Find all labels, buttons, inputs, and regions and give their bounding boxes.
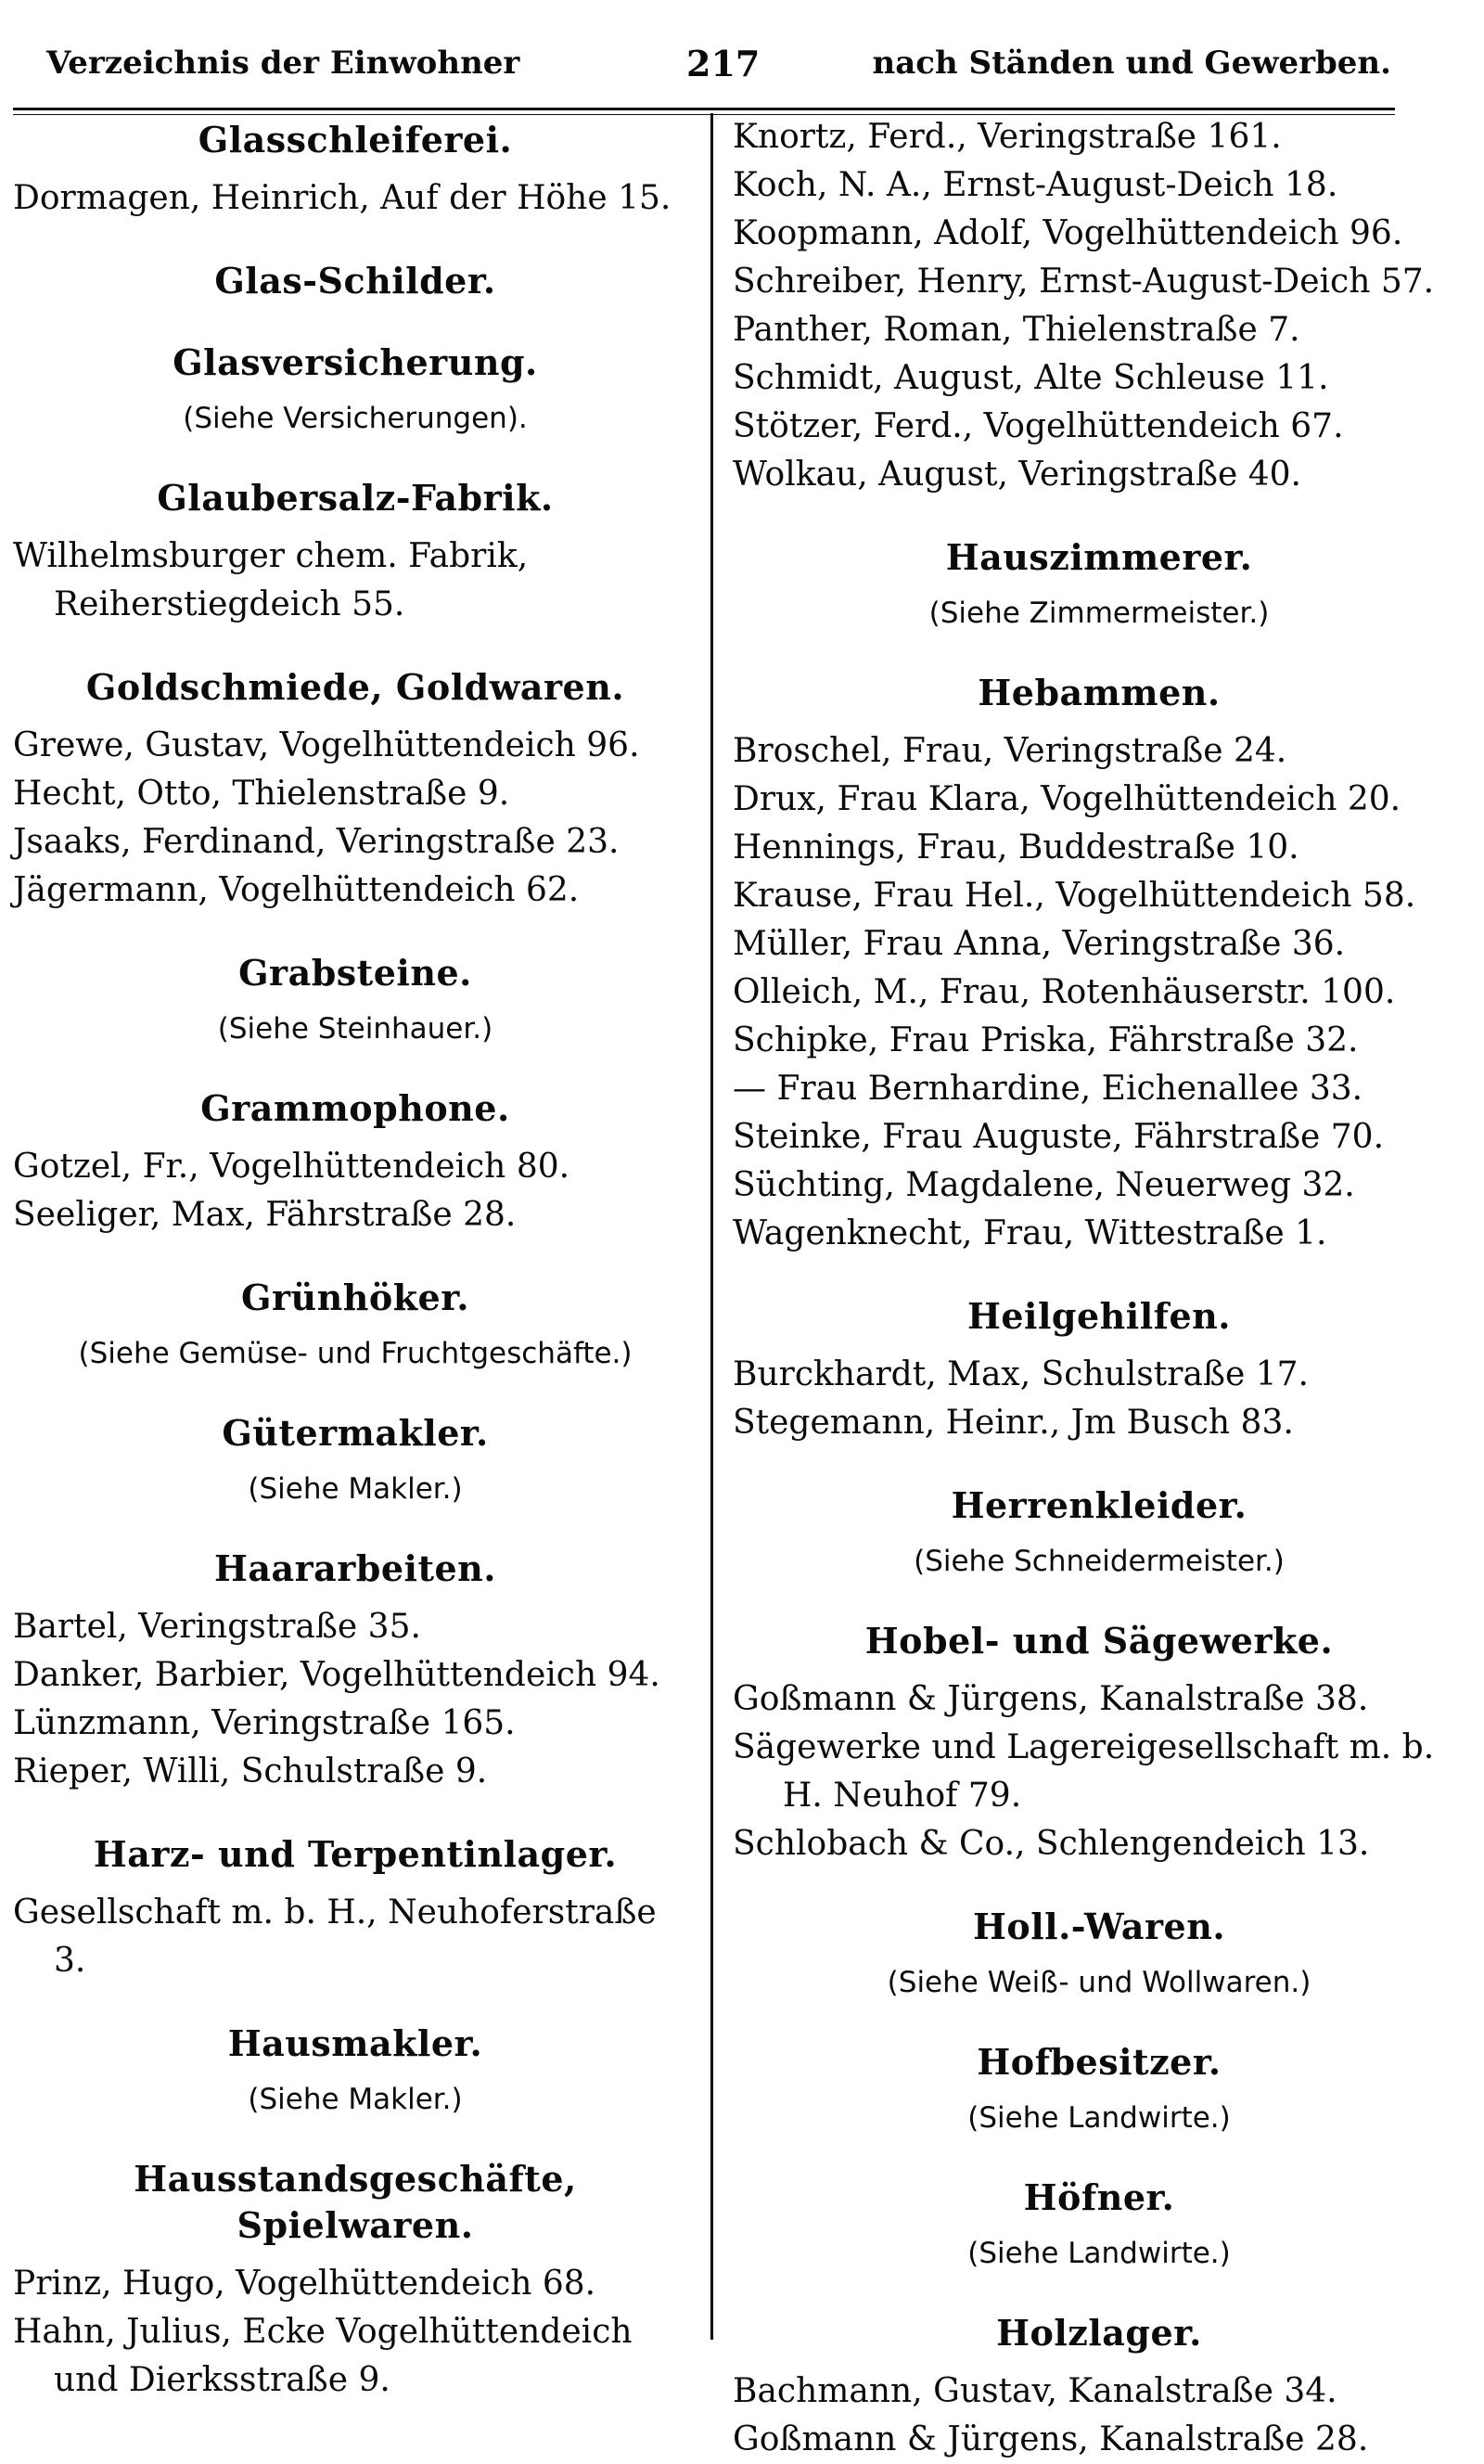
section-heading: Holl.-Waren. [972, 1906, 1226, 1947]
directory-entry: Koopmann, Adolf, Vogelhüttendeich 96. [733, 214, 1403, 252]
section-heading: Goldschmiede, Goldwaren. [85, 666, 625, 708]
section-heading: Hofbesitzer. [977, 2041, 1222, 2083]
page-number: 217 [686, 43, 761, 84]
directory-entry: Bartel, Veringstraße 35. [13, 1608, 421, 1646]
directory-section [733, 1482, 1465, 1583]
directory-section [13, 117, 697, 223]
directory-section [13, 2021, 697, 2121]
directory-entry: Bachmann, Gustav, Kanalstraße 34. [733, 2372, 1337, 2410]
directory-entry: Gotzel, Fr., Vogelhüttendeich 80. [13, 1148, 570, 1186]
section-heading: Grünhöker. [241, 1277, 469, 1318]
cross-reference-note: (Siehe Schneidermeister.) [914, 1545, 1285, 1578]
directory-entry: Jägermann, Vogelhüttendeich 62. [13, 871, 580, 909]
directory-entry: Burckhardt, Max, Schulstraße 17. [733, 1355, 1309, 1393]
directory-section [733, 1904, 1465, 2004]
directory-entry: Lünzmann, Veringstraße 165. [13, 1704, 516, 1742]
directory-section [13, 1275, 697, 1375]
section-heading: Hausmakler. [227, 2022, 483, 2064]
section-heading: Heilgehilfen. [966, 1295, 1232, 1337]
directory-entry: Seeliger, Max, Fährstraße 28. [13, 1196, 517, 1234]
directory-entry: Steinke, Frau Auguste, Fährstraße 70. [733, 1118, 1385, 1156]
directory-section [13, 1546, 697, 1796]
directory-entry: Wagenknecht, Frau, Wittestraße 1. [733, 1214, 1327, 1252]
cross-reference-note: (Siehe Weiß- und Wollwaren.) [887, 1966, 1311, 1999]
cross-reference-note: (Siehe Landwirte.) [967, 2101, 1231, 2135]
directory-entry: Wolkau, August, Veringstraße 40. [733, 456, 1301, 494]
directory-entry: Panther, Roman, Thielenstraße 7. [733, 311, 1300, 349]
directory-section [733, 670, 1465, 1258]
directory-entry: Olleich, M., Frau, Rotenhäuserstr. 100. [733, 973, 1396, 1011]
directory-entry: Knortz, Ferd., Veringstraße 161. [733, 118, 1282, 156]
directory-section [13, 2156, 697, 2405]
directory-entry: Broschel, Frau, Veringstraße 24. [733, 732, 1287, 770]
directory-entry: Schlobach & Co., Schlengendeich 13. [733, 1825, 1370, 1863]
directory-entry: Dormagen, Heinrich, Auf der Höhe 15. [13, 179, 672, 217]
directory-entry: Grewe, Gustav, Vogelhüttendeich 96. [13, 726, 640, 764]
section-heading: Holzlager. [996, 2312, 1202, 2354]
directory-entry: Schmidt, August, Alte Schleuse 11. [733, 359, 1329, 397]
directory-section [13, 664, 697, 915]
directory-entry: Hahn, Julius, Ecke Vogelhüttendeich und Dierksstraße 9. [13, 2313, 633, 2399]
directory-entry: Prinz, Hugo, Vogelhüttendeich 68. [13, 2265, 596, 2303]
directory-entry: Müller, Frau Anna, Veringstraße 36. [733, 925, 1346, 963]
running-head [28, 39, 1391, 95]
directory-section [13, 258, 697, 304]
directory-section [13, 950, 697, 1050]
directory-entry: Hecht, Otto, Thielenstraße 9. [13, 775, 510, 813]
directory-section [13, 1410, 697, 1510]
directory-entry: Goßmann & Jürgens, Kanalstraße 38. [733, 1680, 1369, 1718]
directory-entry: Hennings, Frau, Buddestraße 10. [733, 828, 1299, 866]
directory-entry: Wilhelmsburger chem. Fabrik, Reiherstiegdeich 55. [13, 537, 529, 623]
directory-entry: Sägewerke und Lagereigesellschaft m. b. H. Neuhof 79. [733, 1728, 1435, 1815]
directory-entry: Schreiber, Henry, Ernst-August-Deich 57. [733, 263, 1435, 301]
directory-section [733, 534, 1465, 635]
section-heading: Hauszimmerer. [945, 536, 1253, 578]
section-heading: Hobel- und Sägewerke. [864, 1620, 1334, 1662]
directory-section [13, 340, 697, 440]
directory-section [13, 1085, 697, 1239]
cross-reference-note: (Siehe Steinhauer.) [217, 1012, 493, 1046]
section-heading: Grammophone. [200, 1087, 510, 1129]
cross-reference-note: (Siehe Gemüse- und Fruchtgeschäfte.) [78, 1337, 633, 1370]
directory-entry: Stegemann, Heinr., Jm Busch 83. [733, 1404, 1294, 1442]
directory-entry: Süchting, Magdalene, Neuerweg 32. [733, 1166, 1355, 1204]
section-heading: Harz- und Terpentinlager. [93, 1833, 618, 1875]
directory-entry: Krause, Frau Hel., Vogelhüttendeich 58. [733, 877, 1416, 915]
directory-section [733, 113, 1465, 499]
directory-entry: Schipke, Frau Priska, Fährstraße 32. [733, 1021, 1359, 1059]
cross-reference-note: (Siehe Makler.) [248, 2083, 463, 2116]
cross-reference-note: (Siehe Zimmermeister.) [928, 597, 1270, 630]
section-heading: Glas-Schilder. [214, 260, 496, 302]
directory-entry: Jsaaks, Ferdinand, Veringstraße 23. [13, 823, 620, 861]
running-head-right: nach Ständen und Gewerben. [872, 45, 1391, 82]
cross-reference-note: (Siehe Versicherungen). [183, 402, 528, 435]
section-heading: Glasversicherung. [173, 341, 538, 383]
directory-entry: Goßmann & Jürgens, Kanalstraße 28. [733, 2420, 1369, 2458]
section-heading: Glaubersalz-Fabrik. [157, 477, 554, 519]
directory-entry: Drux, Frau Klara, Vogelhüttendeich 20. [733, 780, 1401, 818]
column-divider [710, 113, 713, 2340]
directory-entry: Gesellschaft m. b. H., Neuhoferstraße 3. [13, 1893, 657, 1980]
section-heading: Glasschleiferei. [198, 119, 513, 160]
directory-section [13, 1831, 697, 1985]
cross-reference-note: (Siehe Makler.) [248, 1472, 463, 1506]
directory-entry: Danker, Barbier, Vogelhüttendeich 94. [13, 1656, 660, 1694]
directory-entry: Stötzer, Ferd., Vogelhüttendeich 67. [733, 407, 1344, 445]
directory-section [733, 1618, 1465, 1868]
section-heading: Gütermakler. [222, 1412, 489, 1454]
directory-entry: Koch, N. A., Ernst-August-Deich 18. [733, 166, 1338, 204]
section-heading: Haararbeiten. [213, 1547, 497, 1589]
directory-entry: — Frau Bernhardine, Eichenallee 33. [733, 1070, 1363, 1108]
section-heading: Grabsteine. [238, 952, 472, 994]
directory-section [13, 475, 697, 629]
directory-entry: Rieper, Willi, Schulstraße 9. [13, 1752, 488, 1790]
section-heading: Herrenkleider. [951, 1484, 1247, 1526]
directory-section [733, 2310, 1465, 2464]
section-heading: Höfner. [1023, 2176, 1175, 2218]
directory-section [733, 2039, 1465, 2139]
running-head-left: Verzeichnis der Einwohner [46, 45, 520, 82]
directory-section [733, 1293, 1465, 1447]
section-heading: Hebammen. [978, 672, 1221, 713]
directory-section [733, 2175, 1465, 2275]
section-heading: Hausstandsgeschäfte, Spielwaren. [134, 2158, 577, 2246]
right-column [733, 109, 1465, 2464]
left-column [13, 109, 697, 2405]
cross-reference-note: (Siehe Landwirte.) [967, 2237, 1231, 2270]
